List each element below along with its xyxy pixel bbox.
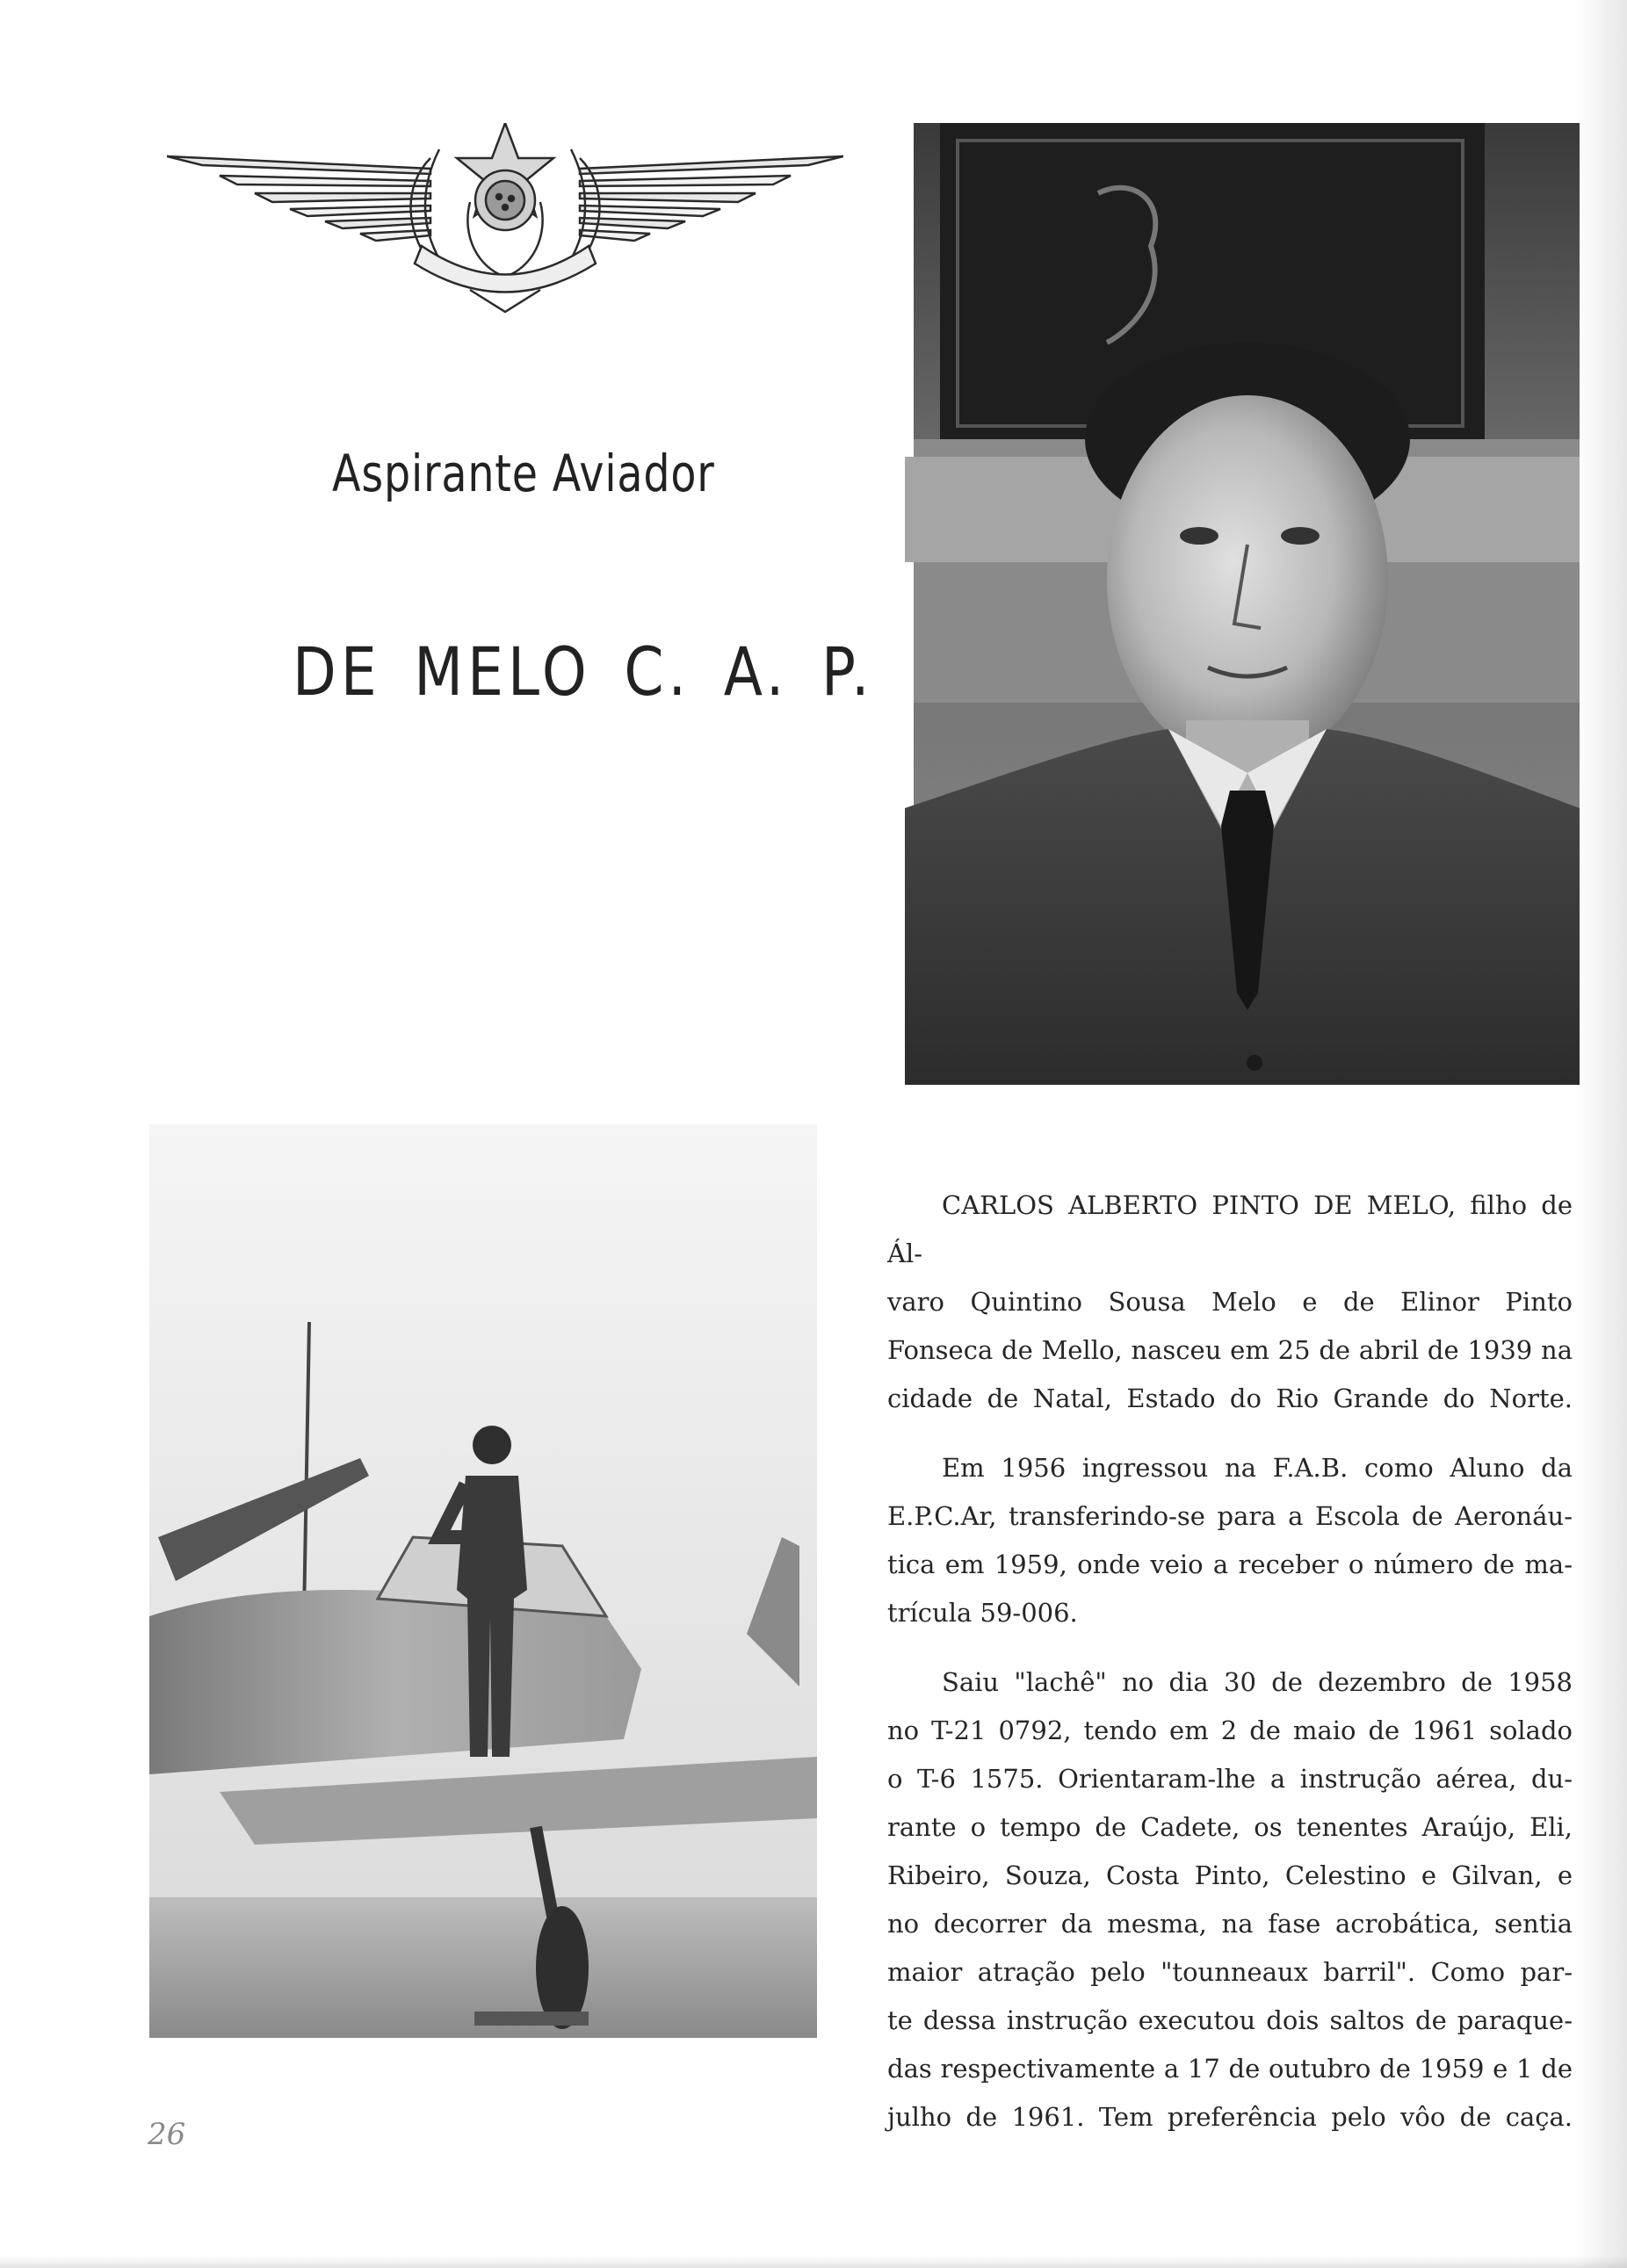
text-line: o T-6 1575. Orientaram-lhe a instrução aérea, du- <box>887 1764 1573 1794</box>
text-line: rante o tempo de Cadete, os tenentes Araújo, Eli, <box>887 1812 1573 1842</box>
biography-text <box>887 1181 1573 2142</box>
airplane-photo <box>149 1124 817 2038</box>
portrait-photo <box>905 123 1580 1085</box>
text-line: E.P.C.Ar, transferindo-se para a Escola de Aeronáu- <box>887 1501 1573 1531</box>
page-bottom-shadow <box>0 2256 1627 2268</box>
text-line: te dessa instrução executou dois saltos de paraque- <box>887 2005 1573 2035</box>
page-number: 26 <box>148 2117 186 2152</box>
cadet-name-title: DE MELO C. A. P. <box>293 632 874 711</box>
winged-air-force-badge-icon <box>167 123 843 316</box>
biography-paragraph <box>887 1658 1573 2142</box>
text-line: no decorrer da mesma, na fase acrobática, sentia <box>887 1909 1573 1939</box>
text-line: CARLOS ALBERTO PINTO DE MELO, filho de Ál- <box>887 1190 1573 1268</box>
text-line: varo Quintino Sousa Melo e de Elinor Pinto <box>887 1287 1573 1317</box>
text-line: no T-21 0792, tendo em 2 de maio de 1961 solado <box>887 1715 1573 1745</box>
text-line: das respectivamente a 17 de outubro de 1959 e 1 de <box>887 2054 1573 2084</box>
page-edge-shadow <box>1574 0 1627 2268</box>
text-line: tica em 1959, onde veio a receber o número de ma- <box>887 1549 1573 1579</box>
rank-title: Aspirante Aviador <box>332 444 715 503</box>
text-line: Em 1956 ingressou na F.A.B. como Aluno da <box>942 1453 1573 1483</box>
text-line: maior atração pelo "tounneaux barril". Como par- <box>887 1957 1573 1987</box>
text-line: trícula 59-006. <box>887 1598 1078 1628</box>
text-line: julho de 1961. Tem preferência pelo vôo de caça. <box>887 2102 1573 2132</box>
text-line: Fonseca de Mello, nasceu em 25 de abril de 1939 na <box>887 1335 1573 1365</box>
text-line: Saiu "lachê" no dia 30 de dezembro de 1958 <box>942 1667 1573 1697</box>
text-line: Ribeiro, Souza, Costa Pinto, Celestino e Gilvan, e <box>887 1860 1573 1890</box>
biography-paragraph <box>887 1444 1573 1637</box>
biography-paragraph <box>887 1181 1573 1423</box>
text-line: cidade de Natal, Estado do Rio Grande do Norte. <box>887 1383 1573 1413</box>
